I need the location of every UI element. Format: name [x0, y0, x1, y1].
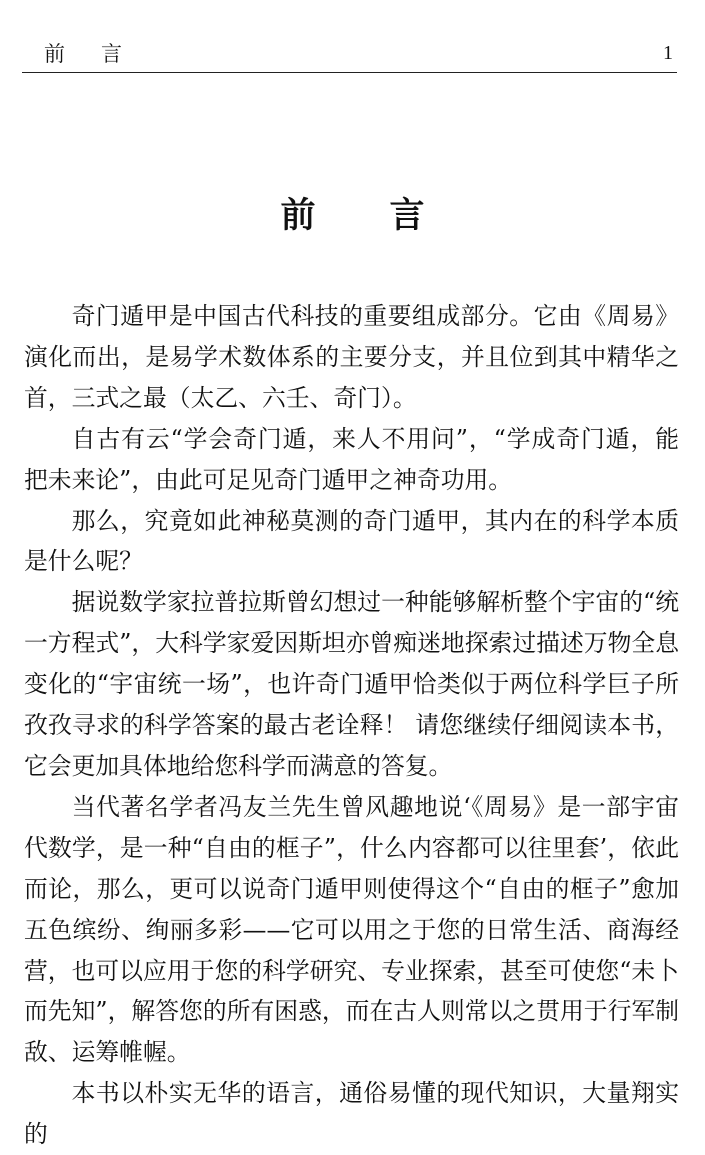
paragraph: 当代著名学者冯友兰先生曾风趣地说‘《周易》是一部宇宙代数学，是一种“自由的框子”，什么内容都可以往里套’，依此而论，那么，更可以说奇门遁甲则使得这个“自由的框子”愈加五色缤纷、绚丽多彩——它可以用之于您的日常生活、商海经营，也可以应用于您的科学研究、专业探索，甚至可使您“未卜而先知”，解答您的所有困惑，而在古人则常以之贯用于行军制敌、运筹帷幄。	[24, 792, 679, 1067]
running-header	[22, 34, 677, 73]
paragraph: 自古有云“学会奇门遁，来人不用问”，“学成奇门遁，能把未来论”，由此可足见奇门遁甲之神奇功用。	[24, 424, 679, 494]
paragraph: 那么，究竟如此神秘莫测的奇门遁甲，其内在的科学本质是什么呢？	[24, 506, 679, 576]
paragraph: 奇门遁甲是中国古代科技的重要组成部分。它由《周易》演化而出，是易学术数体系的主要分支，并且位到其中精华之首，三式之最（太乙、六壬、奇门）。	[24, 302, 679, 412]
paragraph: 据说数学家拉普拉斯曾幻想过一种能够解析整个宇宙的“统一方程式”，大科学家爱因斯坦亦曾痴迷地探索过描述万物全息变化的“宇宙统一场”，也许奇门遁甲恰类似于两位科学巨子所孜孜寻求的科学答案的最古老诠释！ 请您继续仔细阅读本书，它会更加具体地给您科学而满意的答复。	[24, 588, 679, 780]
running-title: 前言	[44, 42, 158, 66]
paragraph: 本书以朴实无华的语言，通俗易懂的现代知识，大量翔实的	[24, 1079, 679, 1149]
page-number: 1	[663, 42, 673, 64]
body-text	[24, 296, 679, 1155]
chapter-title: 前言	[280, 196, 499, 236]
